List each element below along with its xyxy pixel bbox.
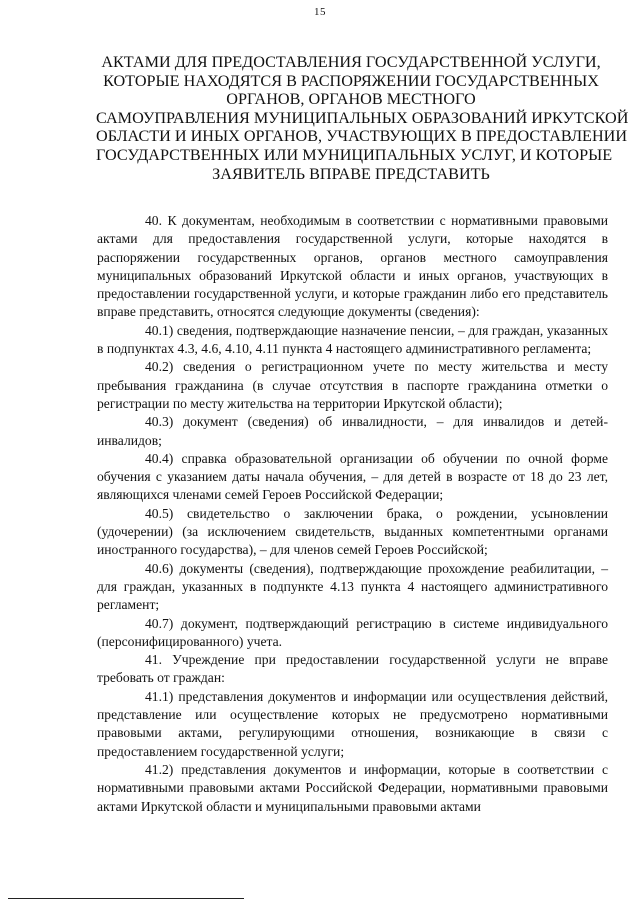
paragraph-40-1: 40.1) сведения, подтверждающие назначение пенсии, – для граждан, указанных в подпунктах 4.3, 4.6, 4.10, 4.11 пункта 4 настоящего административного регламента; [97,322,608,357]
heading-line: ОБЛАСТИ И ИНЫХ ОРГАНОВ, УЧАСТВУЮЩИХ В ПРЕДОСТАВЛЕНИИ [96,127,628,146]
paragraph-40-5: 40.5) свидетельство о заключении брака, о рождении, усыновлении (удочерении) (за исключением свидетельств, выданных компетентными органами иностранного государства), – для членов семей Героев Российской; [97,505,608,558]
heading-line: КОТОРЫЕ НАХОДЯТСЯ В РАСПОРЯЖЕНИИ ГОСУДАРСТВЕННЫХ [103,71,599,90]
footnote-divider [8,898,244,899]
document-body [97,212,608,816]
paragraph-40-6: 40.6) документы (сведения), подтверждающие прохождение реабилитации, – для граждан, указанных в подпункте 4.13 пункта 4 настоящего административного регламент; [97,560,608,613]
paragraph-40-3: 40.3) документ (сведения) об инвалидности, – для инвалидов и детей-инвалидов; [97,414,608,448]
paragraph-40-4: 40.4) справка образовательной организации об обучении по очной форме обучения с указанием даты начала обучения, – для детей в возрасте от 18 до 23 лет, являющихся членами семей Героев Российской Федерации; [97,450,608,503]
paragraph-41-2: 41.2) представления документов и информации, которые в соответствии с нормативными правовыми актами Российской Федерации, нормативными правовыми актами Иркутской области и муниципальными правовыми актами [97,761,608,814]
paragraph-40-2: 40.2) сведения о регистрационном учете по месту жительства и месту пребывания гражданина (в случае отсутствия в паспорте гражданина отметки о регистрации по месту жительства на территории Иркутской области); [97,359,608,411]
heading-line: САМОУПРАВЛЕНИЯ МУНИЦИПАЛЬНЫХ ОБРАЗОВАНИЙ ИРКУТСКОЙ [96,108,629,127]
section-heading [96,53,629,183]
page-number: 15 [314,6,326,18]
paragraph-40-7: 40.7) документ, подтверждающий регистрацию в системе индивидуального (персонифицированного) учета. [97,615,608,649]
paragraph-41-1: 41.1) представления документов и информации или осуществления действий, представление или осуществление которых не предусмотрено нормативными правовыми актами, регулирующими отношения, возникающие в связи с предоставлением государственной услуги; [97,688,608,759]
heading-line: ОРГАНОВ, ОРГАНОВ МЕСТНОГО [226,90,476,109]
heading-line: ЗАЯВИТЕЛЬ ВПРАВЕ ПРЕДСТАВИТЬ [212,164,490,183]
heading-line: ГОСУДАРСТВЕННЫХ ИЛИ МУНИЦИПАЛЬНЫХ УСЛУГ, И КОТОРЫЕ [96,145,613,164]
paragraph-40: 40. К документам, необходимым в соответствии с нормативными правовыми актами для предоставления государственной услуги, которые находятся в распоряжении государственных органов, органов местного самоуправления муниципальных образований Иркутской области и иных органов, участвующих в предоставлении государственной услуги, и которые гражданин либо его представитель вправе представить, относятся следующие документы (сведения): [97,213,608,320]
heading-line: АКТАМИ ДЛЯ ПРЕДОСТАВЛЕНИЯ ГОСУДАРСТВЕННОЙ УСЛУГИ, [101,53,601,71]
paragraph-41: 41. Учреждение при предоставлении государственной услуги не вправе требовать от граждан: [97,652,608,686]
